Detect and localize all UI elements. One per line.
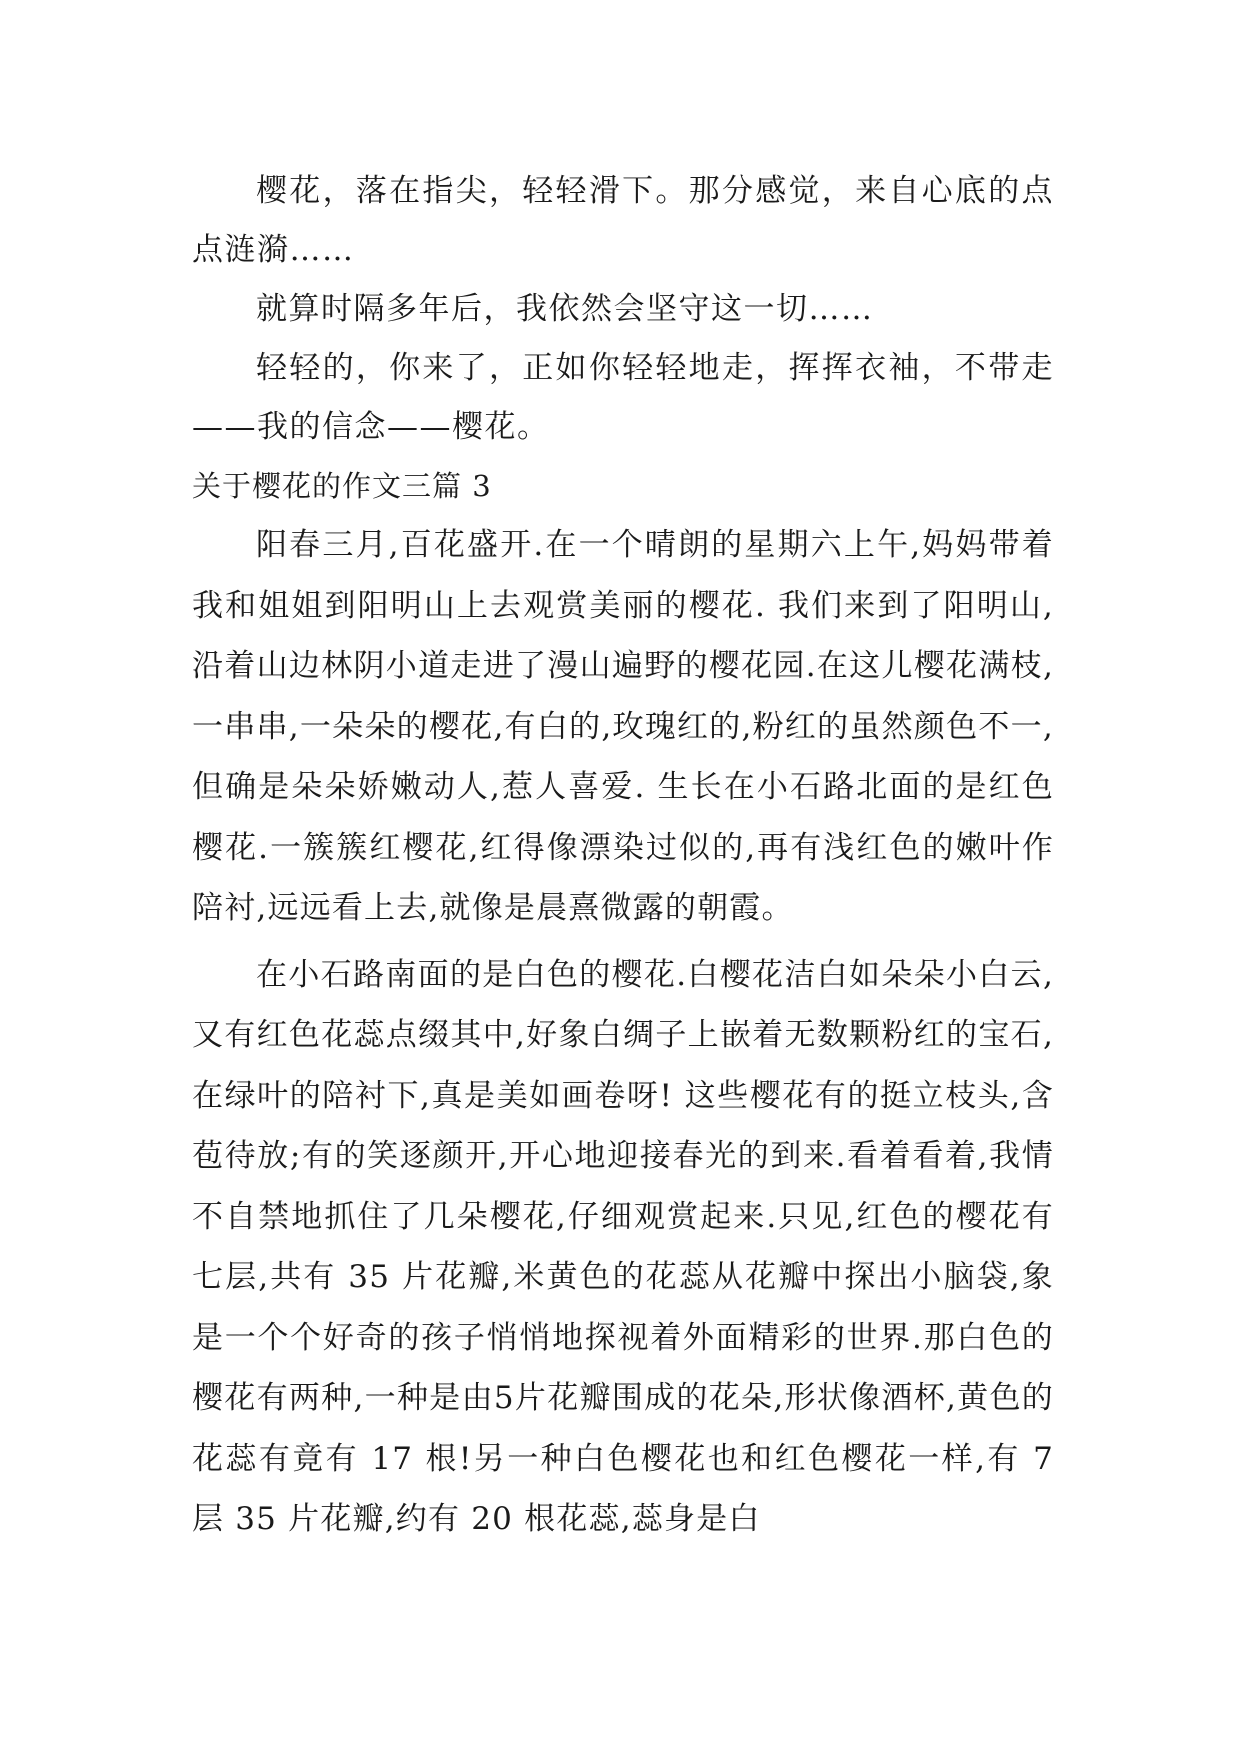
document-content — [192, 162, 1054, 1550]
body-paragraph-2: 在小石路南面的是白色的樱花.白樱花洁白如朵朵小白云,又有红色花蕊点缀其中,好象白绸子上嵌着无数颗粉红的宝石,在绿叶的陪衬下,真是美如画卷呀! 这些樱花有的挺立枝头,含苞待放;有的笑逐颜开,开心地迎接春光的到来.看着看着,我情不自禁地抓住了几朵樱花,仔细观赏起来.只见,红色的樱花有七层,共有 35 片花瓣,米黄色的花蕊从花瓣中探出小脑袋,象是一个个好奇的孩子悄悄地探视着外面精彩的世界.那白色的樱花有两种,一种是由5片花瓣围成的花朵,形状像酒杯,黄色的花蕊有竟有 17 根!另一种白色樱花也和红色樱花一样,有 7 层 35 片花瓣,约有 20 根花蕊,蕊身是白 — [192, 956, 1054, 1537]
paragraph-3: 轻轻的，你来了，正如你轻轻地走，挥挥衣袖，不带走——我的信念——樱花。 — [192, 350, 1054, 445]
body-paragraph-1: 阳春三月,百花盛开.在一个晴朗的星期六上午,妈妈带着我和姐姐到阳明山上去观赏美丽的樱花. 我们来到了阳明山,沿着山边林阴小道走进了漫山遍野的樱花园.在这儿樱花满枝,一串串,一朵朵的樱花,有白的,玫瑰红的,粉红的虽然颜色不一,但确是朵朵娇嫩动人,惹人喜爱. 生长在小石路北面的是红色樱花.一簇簇红樱花,红得像漂染过似的,再有浅红色的嫩叶作陪衬,远远看上去,就像是晨熹微露的朝霞。 — [192, 527, 1054, 926]
paragraph-2: 就算时隔多年后，我依然会坚守这一切…… — [256, 291, 874, 327]
paragraph-1: 樱花，落在指尖，轻轻滑下。那分感觉，来自心底的点点涟漪…… — [192, 173, 1054, 268]
section-heading: 关于樱花的作文三篇 3 — [192, 469, 492, 503]
